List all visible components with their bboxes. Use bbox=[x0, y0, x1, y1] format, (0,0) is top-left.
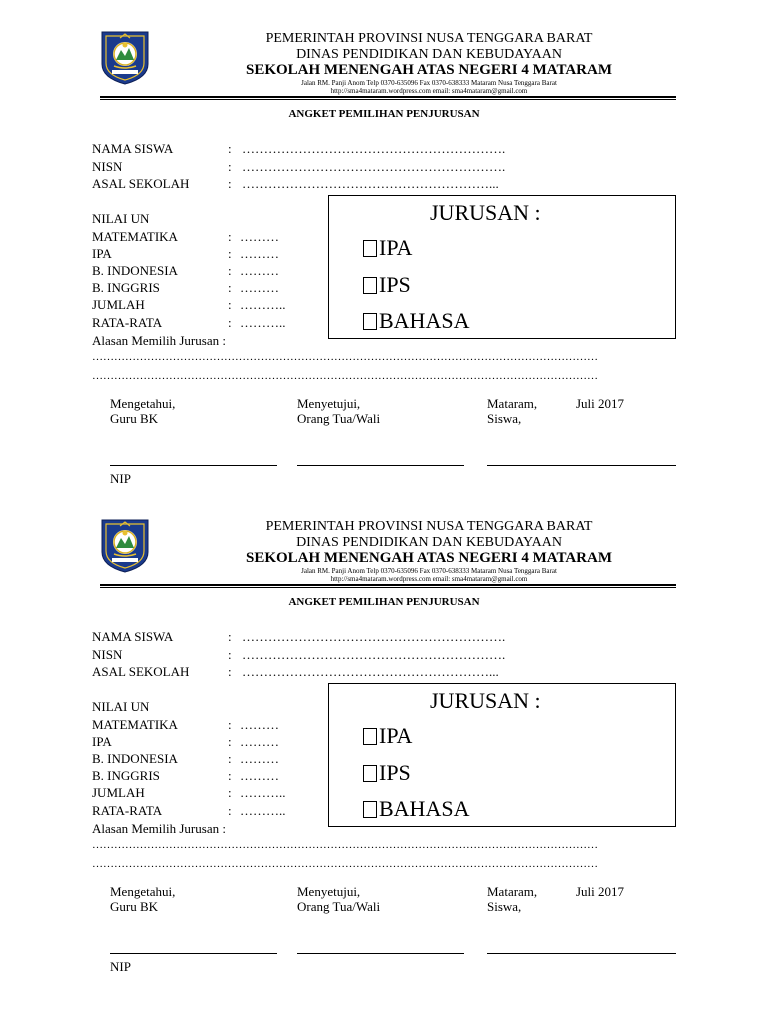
fill-asal-sekolah[interactable]: …………………………………………………... bbox=[242, 664, 499, 679]
letterhead-line2: DINAS PENDIDIKAN DAN KEBUDAYAAN bbox=[296, 535, 562, 550]
option-ips[interactable] bbox=[363, 762, 411, 784]
letterhead-contact: http://sma4mataram.wordpress.com email: sma4mataram@gmail.com bbox=[330, 87, 528, 95]
fill-b-indonesia[interactable]: ……… bbox=[240, 751, 279, 766]
letterhead-line1: PEMERINTAH PROVINSI NUSA TENGGARA BARAT bbox=[265, 519, 593, 534]
label-nama-siswa: NAMA SISWA bbox=[92, 629, 174, 644]
letterhead bbox=[190, 520, 668, 584]
label-b-indonesia: B. INDONESIA bbox=[92, 751, 178, 766]
form-bottom bbox=[0, 488, 768, 978]
signature-line-ortu[interactable] bbox=[297, 953, 464, 954]
letterhead-rule-thick bbox=[100, 584, 676, 586]
option-ips-label: IPS bbox=[379, 272, 411, 297]
option-ips[interactable] bbox=[363, 274, 411, 296]
sig-kota: Mataram, bbox=[487, 884, 538, 899]
fill-nisn[interactable]: ……………………………………………………. bbox=[242, 159, 506, 174]
colon: : bbox=[228, 246, 232, 261]
sig-orang-tua: Orang Tua/Wali bbox=[297, 411, 381, 426]
fill-jumlah[interactable]: ……….. bbox=[240, 297, 286, 312]
label-nip: NIP bbox=[110, 959, 131, 974]
jurusan-box bbox=[328, 683, 676, 827]
fill-jumlah[interactable]: ……….. bbox=[240, 785, 286, 800]
fill-ipa[interactable]: ……… bbox=[240, 246, 279, 261]
signature-line-guru[interactable] bbox=[110, 465, 277, 466]
label-nama-siswa: NAMA SISWA bbox=[92, 141, 174, 156]
jurusan-heading: JURUSAN : bbox=[430, 688, 541, 713]
sig-guru-bk: Guru BK bbox=[110, 411, 159, 426]
letterhead-school-name: SEKOLAH MENENGAH ATAS NEGERI 4 MATARAM bbox=[246, 62, 612, 78]
sig-menyetujui: Menyetujui, bbox=[297, 884, 361, 899]
option-ipa-label: IPA bbox=[379, 723, 413, 748]
letterhead-line1: PEMERINTAH PROVINSI NUSA TENGGARA BARAT bbox=[265, 31, 593, 46]
label-nilai-un: NILAI UN bbox=[92, 211, 150, 226]
option-ipa[interactable] bbox=[363, 237, 412, 259]
fill-rata-rata[interactable]: ……….. bbox=[240, 803, 286, 818]
ntb-emblem-logo bbox=[100, 518, 150, 574]
letterhead-rule-thick bbox=[100, 96, 676, 98]
colon: : bbox=[228, 647, 232, 662]
fill-alasan-line2[interactable]: ………………………………………………………………………………………………………………………… bbox=[92, 370, 598, 382]
option-bahasa-label: BAHASA bbox=[379, 796, 470, 821]
label-alasan: Alasan Memilih Jurusan : bbox=[92, 821, 226, 836]
fill-matematika[interactable]: ……… bbox=[240, 229, 279, 244]
fill-alasan-line1[interactable]: ………………………………………………………………………………………………………………………… bbox=[92, 351, 598, 363]
label-matematika: MATEMATIKA bbox=[92, 229, 178, 244]
ntb-emblem-logo bbox=[100, 30, 150, 86]
checkbox-ips[interactable] bbox=[363, 765, 377, 782]
label-nisn: NISN bbox=[92, 647, 123, 662]
signature-line-guru[interactable] bbox=[110, 953, 277, 954]
label-matematika: MATEMATIKA bbox=[92, 717, 178, 732]
option-bahasa-label: BAHASA bbox=[379, 308, 470, 333]
fill-b-inggris[interactable]: ……… bbox=[240, 768, 279, 783]
option-bahasa[interactable] bbox=[363, 798, 469, 820]
jurusan-box bbox=[328, 195, 676, 339]
letterhead-rule-thin bbox=[100, 99, 676, 100]
option-ipa-label: IPA bbox=[379, 235, 413, 260]
label-ipa: IPA bbox=[92, 734, 112, 749]
fill-alasan-line1[interactable]: ………………………………………………………………………………………………………………………… bbox=[92, 839, 598, 851]
label-b-inggris: B. INGGRIS bbox=[92, 768, 160, 783]
colon: : bbox=[228, 803, 232, 818]
fill-alasan-line2[interactable]: ………………………………………………………………………………………………………………………… bbox=[92, 858, 598, 870]
form-title: ANGKET PEMILIHAN PENJURUSAN bbox=[288, 108, 480, 120]
signature-line-siswa[interactable] bbox=[487, 465, 676, 466]
sig-tanggal: Juli 2017 bbox=[576, 884, 625, 899]
fill-rata-rata[interactable]: ……….. bbox=[240, 315, 286, 330]
colon: : bbox=[228, 141, 232, 156]
label-rata-rata: RATA-RATA bbox=[92, 315, 163, 330]
sig-guru-bk: Guru BK bbox=[110, 899, 159, 914]
colon: : bbox=[228, 297, 232, 312]
fill-ipa[interactable]: ……… bbox=[240, 734, 279, 749]
fill-b-inggris[interactable]: ……… bbox=[240, 280, 279, 295]
fill-nisn[interactable]: ……………………………………………………. bbox=[242, 647, 506, 662]
letterhead-line2: DINAS PENDIDIKAN DAN KEBUDAYAAN bbox=[296, 47, 562, 62]
label-ipa: IPA bbox=[92, 246, 112, 261]
colon: : bbox=[228, 785, 232, 800]
colon: : bbox=[228, 664, 232, 679]
sig-orang-tua: Orang Tua/Wali bbox=[297, 899, 381, 914]
checkbox-bahasa[interactable] bbox=[363, 801, 377, 818]
colon: : bbox=[228, 263, 232, 278]
checkbox-ipa[interactable] bbox=[363, 240, 377, 257]
fill-asal-sekolah[interactable]: …………………………………………………... bbox=[242, 176, 499, 191]
colon: : bbox=[228, 229, 232, 244]
label-rata-rata: RATA-RATA bbox=[92, 803, 163, 818]
sig-kota: Mataram, bbox=[487, 396, 538, 411]
fill-nama-siswa[interactable]: ……………………………………………………. bbox=[242, 141, 506, 156]
jurusan-heading: JURUSAN : bbox=[430, 200, 541, 225]
option-bahasa[interactable] bbox=[363, 310, 469, 332]
sig-mengetahui: Mengetahui, bbox=[110, 884, 176, 899]
signature-line-siswa[interactable] bbox=[487, 953, 676, 954]
signature-line-ortu[interactable] bbox=[297, 465, 464, 466]
colon: : bbox=[228, 629, 232, 644]
label-jumlah: JUMLAH bbox=[92, 785, 145, 800]
fill-matematika[interactable]: ……… bbox=[240, 717, 279, 732]
letterhead bbox=[190, 32, 668, 96]
fill-b-indonesia[interactable]: ……… bbox=[240, 263, 279, 278]
label-nilai-un: NILAI UN bbox=[92, 699, 150, 714]
letterhead-address: Jalan RM. Panji Anom Telp 0370-635096 Fax 0370-638333 Mataram Nusa Tenggara Barat bbox=[301, 567, 557, 575]
form-top bbox=[0, 0, 768, 490]
colon: : bbox=[228, 734, 232, 749]
label-nip: NIP bbox=[110, 471, 131, 486]
option-ipa[interactable] bbox=[363, 725, 412, 747]
colon: : bbox=[228, 768, 232, 783]
sig-menyetujui: Menyetujui, bbox=[297, 396, 361, 411]
colon: : bbox=[228, 315, 232, 330]
checkbox-ipa[interactable] bbox=[363, 728, 377, 745]
option-ips-label: IPS bbox=[379, 760, 411, 785]
sig-tanggal: Juli 2017 bbox=[576, 396, 625, 411]
colon: : bbox=[228, 280, 232, 295]
fill-nama-siswa[interactable]: ……………………………………………………. bbox=[242, 629, 506, 644]
checkbox-bahasa[interactable] bbox=[363, 313, 377, 330]
label-nisn: NISN bbox=[92, 159, 123, 174]
colon: : bbox=[228, 717, 232, 732]
letterhead-rule-thin bbox=[100, 587, 676, 588]
letterhead-address: Jalan RM. Panji Anom Telp 0370-635096 Fax 0370-638333 Mataram Nusa Tenggara Barat bbox=[301, 79, 557, 87]
label-b-inggris: B. INGGRIS bbox=[92, 280, 160, 295]
colon: : bbox=[228, 176, 232, 191]
colon: : bbox=[228, 751, 232, 766]
label-b-indonesia: B. INDONESIA bbox=[92, 263, 178, 278]
checkbox-ips[interactable] bbox=[363, 277, 377, 294]
colon: : bbox=[228, 159, 232, 174]
form-title: ANGKET PEMILIHAN PENJURUSAN bbox=[288, 596, 480, 608]
label-alasan: Alasan Memilih Jurusan : bbox=[92, 333, 226, 348]
letterhead-school-name: SEKOLAH MENENGAH ATAS NEGERI 4 MATARAM bbox=[246, 550, 612, 566]
label-asal-sekolah: ASAL SEKOLAH bbox=[92, 664, 190, 679]
sig-mengetahui: Mengetahui, bbox=[110, 396, 176, 411]
sig-siswa: Siswa, bbox=[487, 899, 522, 914]
label-asal-sekolah: ASAL SEKOLAH bbox=[92, 176, 190, 191]
label-jumlah: JUMLAH bbox=[92, 297, 145, 312]
letterhead-contact: http://sma4mataram.wordpress.com email: sma4mataram@gmail.com bbox=[330, 575, 528, 583]
sig-siswa: Siswa, bbox=[487, 411, 522, 426]
